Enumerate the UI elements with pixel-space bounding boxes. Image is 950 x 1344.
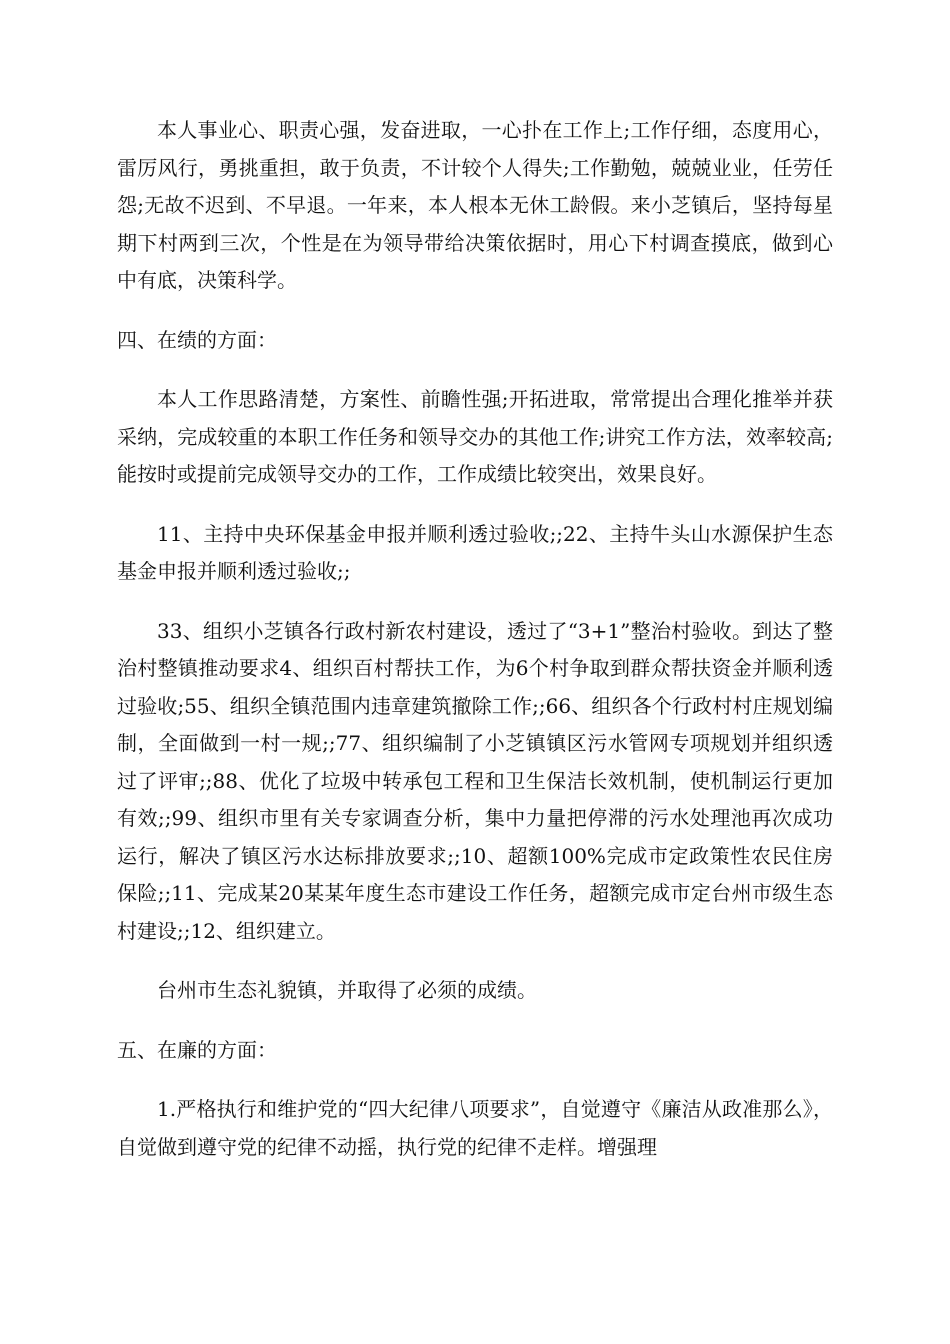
section-heading-performance: 四、在绩的方面： [117, 327, 277, 352]
paragraph-integrity-1: 1.严格执行和维护党的“四大纪律八项要求”，自觉遵守《廉洁从政准那么》，自觉做到遵守党的纪律不动摇，执行党的纪律不走样。增强理 [117, 1097, 833, 1159]
document-page [117, 112, 833, 1166]
paragraph-performance-summary: 本人工作思路清楚，方案性、前瞻性强;开拓进取，常常提出合理化推举并获采纳，完成较重的本职工作任务和领导交办的其他工作;讲究工作方法，效率较高;能按时或提前完成领导交办的工作，工作成绩比较突出，效果良好。 [117, 387, 833, 486]
paragraph-achievements-2: 33、组织小芝镇各行政村新农村建设，透过了“3+1”整治村验收。到达了整治村整镇推动要求4、组织百村帮扶工作，为6个村争取到群众帮扶资金并顺利透过验收;55、组织全镇范围内违章建筑撤除工作;;66、组织各个行政村村庄规划编制，全面做到一村一规;;77、组织编制了小芝镇镇区污水管网专项规划并组织透过了评审;;88、优化了垃圾中转承包工程和卫生保洁长效机制，使机制运行更加有效;;99、组织市里有关专家调查分析，集中力量把停滞的污水处理池再次成功运行，解决了镇区污水达标排放要求;;10、超额100%完成市定政策性农民住房保险;;11、完成某20某某年度生态市建设工作任务，超额完成市定台州市级生态村建设;;12、组织建立。 [117, 618, 833, 943]
section-heading-integrity: 五、在廉的方面： [117, 1037, 277, 1062]
paragraph-achievements-3: 台州市生态礼貌镇，并取得了必须的成绩。 [157, 978, 537, 1002]
paragraph-achievements-1: 11、主持中央环保基金申报并顺利透过验收;;22、主持牛头山水源保护生态基金申报并顺利透过验收;; [117, 521, 833, 583]
paragraph-work-attitude: 本人事业心、职责心强，发奋进取，一心扑在工作上;工作仔细，态度用心，雷厉风行，勇挑重担，敢于负责，不计较个人得失;工作勤勉，兢兢业业，任劳任怨;无故不迟到、不早退。一年来，本人根本无休工龄假。来小芝镇后，坚持每星期下村两到三次，个性是在为领导带给决策依据时，用心下村调查摸底，做到心中有底，决策科学。 [117, 118, 833, 292]
